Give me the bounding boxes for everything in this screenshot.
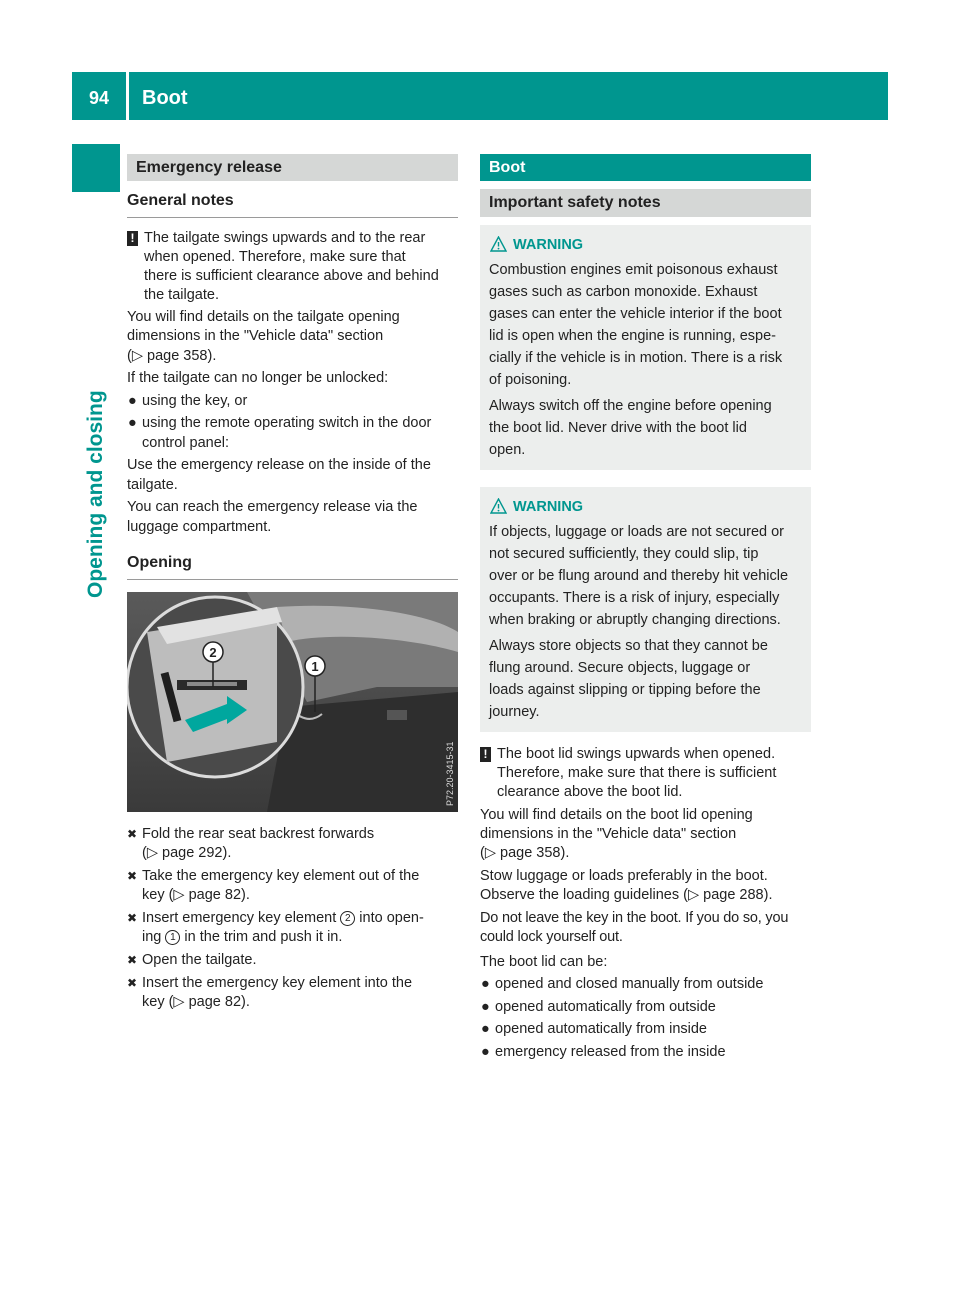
step-item [127,867,458,905]
step-arrow-icon: ✖ [127,976,138,990]
step-text: Fold the rear seat backrest forwards [142,826,375,842]
warning-text: over or be flung around and thereby hit vehicle [489,568,789,584]
page-header [72,72,888,120]
paragraph-cannot-unlock: If the tailgate can no longer be unlocked: [127,370,389,386]
page-reference[interactable]: (▷ page 358). [480,845,570,861]
text-line: luggage compartment. [127,518,272,535]
bullet-item [480,996,811,1019]
warning-box-exhaust [480,225,811,470]
section-bar-boot: Boot [480,154,811,181]
page-reference[interactable]: (▷ page 292). [142,845,232,861]
bullet-icon: ● [128,392,137,409]
warning-text: occupants. There is a risk of injury, especially [489,590,780,606]
boot-lid-options-list [480,973,811,1063]
warning-triangle-icon [490,236,507,252]
warning-text: cially if the vehicle is in motion. There is a risk [489,350,783,366]
chapter-side-label-text: Opening and closing [84,390,107,598]
header-divider [126,72,129,120]
bullet-item [480,1018,811,1041]
step-text-part: Insert emergency key element [142,910,341,926]
heading-opening: Opening [127,553,458,580]
right-column [480,154,811,1063]
warning-text: flung around. Secure objects, luggage or [489,660,751,676]
warning-text: journey. [489,704,540,720]
tailgate-illustration [127,592,458,812]
warning-text: of poisoning. [489,372,572,388]
step-text [142,909,458,928]
warning-text: not secured sufficiently, they could slip, tip [489,546,759,562]
step-text-part: ing [142,929,166,945]
step-item [127,909,458,947]
callout-1-label: 1 [311,659,319,674]
page-number: 94 [88,88,110,108]
text-line: Do not leave the key in the boot. If you do so, you [480,910,789,926]
page-reference[interactable]: Observe the loading guidelines (▷ page 288). [480,887,773,903]
warning-text: Combustion engines emit poisonous exhaust [489,262,778,278]
warning-text: the boot lid. Never drive with the boot lid [489,420,747,436]
page-reference[interactable]: (▷ page 358). [127,347,217,364]
warning-heading [489,497,802,517]
notice-line: The tailgate swings upwards and to the rear [144,229,426,246]
callout-2-icon: 2 [340,911,355,926]
warning-text: when braking or abruptly changing directions. [489,612,781,628]
warning-text: If objects, luggage or loads are not secured or [489,524,785,540]
warning-text: lid is open when the engine is running, espe- [489,328,776,344]
bullet-text: emergency released from the inside [495,1043,726,1060]
image-code: P72.20-3415-31 [445,741,455,806]
warning-triangle-icon [490,498,507,514]
bullet-text: opened automatically from inside [495,1021,707,1037]
page-title: Boot [142,87,188,109]
paragraph-key-warning [480,909,811,947]
paragraph-dimensions [480,806,811,863]
step-text: Insert the emergency key element into the [142,975,413,991]
step-arrow-icon: ✖ [127,953,138,967]
notice-boot-lid [480,745,811,802]
paragraph-luggage [127,498,458,537]
step-arrow-icon: ✖ [127,911,138,925]
step-item [127,974,458,1012]
section-bar-safety-notes: Important safety notes [480,189,811,217]
bullet-item [480,1041,811,1064]
paragraph-stow-luggage [480,867,811,905]
warning-title: WARNING [513,237,584,253]
bullet-icon: ● [481,1043,490,1060]
text-line: could lock yourself out. [480,929,623,945]
text-line: dimensions in the "Vehicle data" section [480,826,737,842]
notice-line: there is sufficient clearance above and behind [144,267,439,284]
bullet-text: using the remote operating switch in the door [142,415,432,431]
bullet-icon: ● [128,415,137,431]
warning-title: WARNING [513,499,584,515]
step-arrow-icon: ✖ [127,827,138,841]
text-line: Stow luggage or loads preferably in the boot. [480,868,768,884]
notice-line: clearance above the boot lid. [497,784,683,800]
notice-tailgate [127,229,458,305]
paragraph-emergency-release [127,456,458,495]
bullet-item [480,973,811,996]
tailgate-illustration-graphic [127,592,458,812]
bullet-item [127,392,458,412]
step-text: Take the emergency key element out of the [142,868,420,884]
exclamation-icon: ! [127,231,138,246]
step-text [142,928,458,947]
text-line: You can reach the emergency release via the [127,499,418,515]
page-reference[interactable]: key (▷ page 82). [142,887,250,903]
bullet-icon: ● [481,976,490,992]
text-line: tailgate. [127,476,178,493]
text-line: dimensions in the "Vehicle data" section [127,328,384,344]
warning-heading [489,235,802,255]
page-reference[interactable]: key (▷ page 82). [142,994,250,1010]
warning-text: Always switch off the engine before opening [489,398,772,414]
section-bar-emergency-release: Emergency release [127,154,458,181]
step-text-part: in the trim and push it in. [180,929,343,945]
step-item [127,825,458,863]
text-line: You will find details on the tailgate opening [127,308,400,325]
paragraph-boot-lid-can-be: The boot lid can be: [480,954,608,970]
warning-text: loads against slipping or tipping before the [489,682,761,698]
bullet-text: control panel: [142,434,230,451]
warning-text: gases can enter the vehicle interior if the boot [489,306,782,322]
exclamation-icon: ! [480,747,491,762]
text-line: Use the emergency release on the inside of the [127,457,431,473]
callout-1-icon: 1 [165,930,180,945]
step-arrow-icon: ✖ [127,869,138,883]
bullet-icon: ● [481,998,490,1015]
notice-line: when opened. Therefore, make sure that [144,248,406,265]
step-text: Open the tailgate. [142,952,257,968]
bullet-text: opened and closed manually from outside [495,976,764,992]
notice-line: The boot lid swings upwards when opened. [497,746,776,762]
callout-2-label: 2 [209,645,217,660]
step-text-part: into open- [355,910,424,926]
warning-text: gases such as carbon monoxide. Exhaust [489,284,758,300]
warning-box-loads [480,487,811,732]
text-line: You will find details on the boot lid opening [480,807,753,823]
notice-line: Therefore, make sure that there is sufficient [497,765,777,781]
steps-list [127,825,458,1012]
warning-text: Always store objects so that they cannot be [489,638,768,654]
heading-general-notes: General notes [127,191,458,218]
paragraph-dimensions [127,308,458,367]
bullet-item [127,414,458,453]
bullet-text: using the key, or [142,392,248,409]
step-item [127,951,458,970]
left-column [127,154,458,580]
warning-text: open. [489,442,526,458]
notice-line: the tailgate. [144,286,219,303]
chapter-tab-marker [72,144,120,192]
bullet-icon: ● [481,1021,490,1037]
bullet-text: opened automatically from outside [495,998,716,1015]
